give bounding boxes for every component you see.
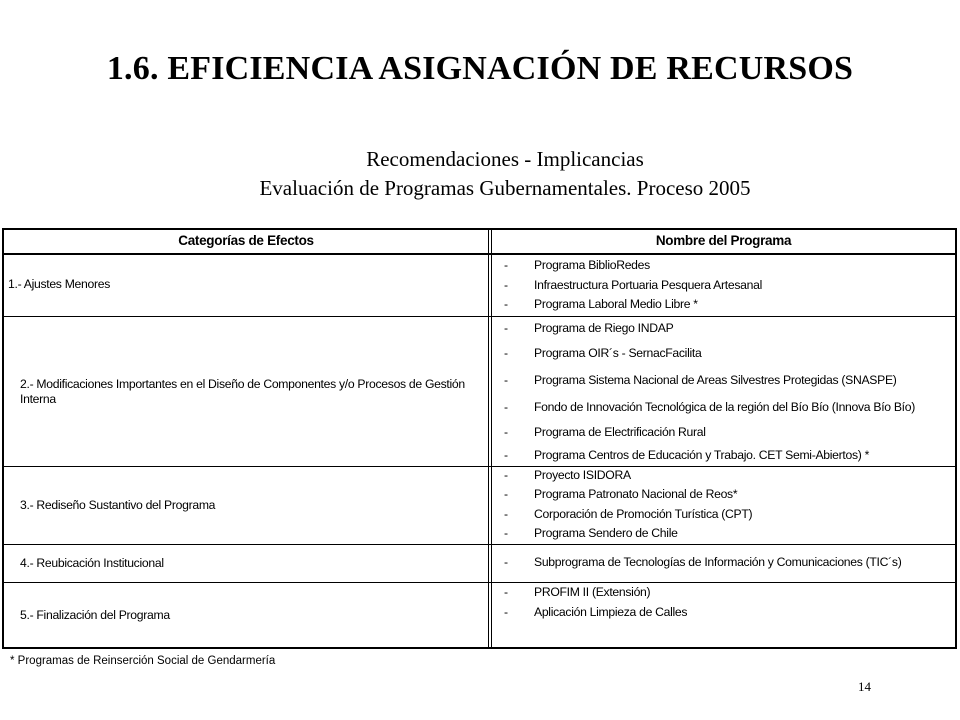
header-categorias: Categorías de Efectos <box>178 233 314 248</box>
program-item: - Programa Sistema Nacional de Areas Silvestres Protegidas (SNASPE) <box>504 373 897 387</box>
programs-cell <box>504 317 955 466</box>
header-nombre-programa: Nombre del Programa <box>655 233 792 248</box>
category-label: 4.- Reubicación Institucional <box>20 556 164 570</box>
category-cell <box>4 467 488 544</box>
program-item: - Programa OIR´s - SernacFacilita <box>504 346 702 360</box>
program-item: - Programa Laboral Medio Libre * <box>504 297 698 311</box>
effects-table <box>2 228 957 649</box>
program-item: - PROFIM II (Extensión) <box>504 585 651 599</box>
category-label: 1.- Ajustes Menores <box>8 277 111 291</box>
category-cell <box>4 255 488 316</box>
page-number: 14 <box>858 679 871 694</box>
table-header <box>4 230 955 255</box>
program-item: - Subprograma de Tecnologías de Información y Comunicaciones (TIC´s) <box>504 555 902 569</box>
category-cell <box>4 545 488 582</box>
program-item: - Programa BiblioRedes <box>504 258 650 272</box>
program-item: - Programa Sendero de Chile <box>504 526 678 540</box>
program-item: - Programa de Electrificación Rural <box>504 425 706 439</box>
category-label: 5.- Finalización del Programa <box>20 607 170 622</box>
program-item: - Programa Patronato Nacional de Reos* <box>504 487 738 501</box>
table-row-ajustes <box>4 255 955 317</box>
table-row-finalizacion <box>4 583 955 647</box>
programs-cell <box>504 583 955 647</box>
programs-cell <box>504 467 955 544</box>
table-row-rediseno <box>4 467 955 545</box>
category-label: 3.- Rediseño Sustantivo del Programa <box>20 498 216 512</box>
program-item: - Fondo de Innovación Tecnológica de la región del Bío Bío (Innova Bío Bío) <box>504 400 916 414</box>
subtitle-recomendaciones: Recomendaciones - Implicancias <box>366 147 644 171</box>
category-cell <box>4 317 488 466</box>
program-item: - Infraestructura Portuaria Pesquera Artesanal <box>504 278 762 292</box>
category-label: 2.- Modificaciones Importantes en el Diseño de Componentes y/o Procesos de Gestión Interna <box>20 376 465 406</box>
footnote: * Programas de Reinserción Social de Gendarmería <box>10 655 276 667</box>
program-item: - Corporación de Promoción Turística (CPT) <box>504 507 753 521</box>
category-cell <box>4 583 488 647</box>
programs-cell <box>504 255 955 316</box>
program-item: - Programa de Riego INDAP <box>504 321 674 335</box>
program-item: - Proyecto ISIDORA <box>504 468 631 482</box>
table-row-reubicacion <box>4 545 955 583</box>
table-row-modificaciones <box>4 317 955 467</box>
program-item: - Programa Centros de Educación y Trabajo. CET Semi-Abiertos) * <box>504 448 870 462</box>
program-item: - Aplicación Limpieza de Calles <box>504 605 688 619</box>
subtitle-evaluacion: Evaluación de Programas Gubernamentales. Proceso 2005 <box>259 176 751 200</box>
programs-cell <box>504 545 955 582</box>
page-title: 1.6. EFICIENCIA ASIGNACIÓN DE RECURSOS <box>106 50 854 87</box>
